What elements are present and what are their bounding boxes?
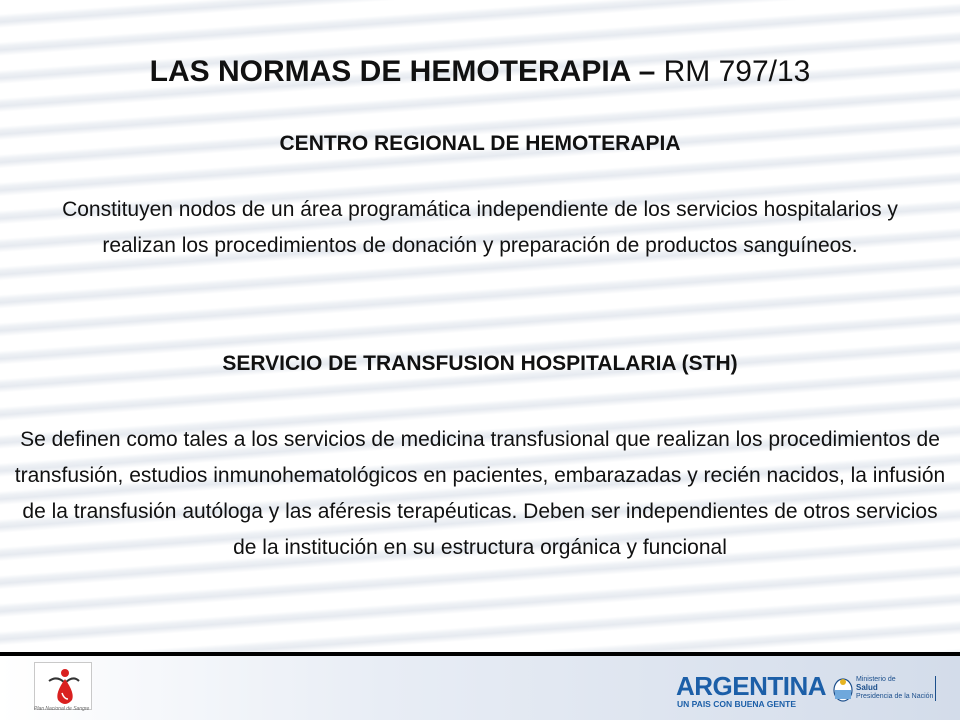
section-heading-sth: SERVICIO DE TRANSFUSION HOSPITALARIA (STH) [222,352,738,375]
section-body-sth: Se definen como tales a los servicios de medicina transfusional que realizan los procedimientos de transfusión, estudios inmunohematológicos en pacientes, embarazadas y recién nacidos, la infusión de la transfusión autóloga y las aféresis terapéuticas. Deben ser independientes de otros servicios de la institución en su estructura orgánica y funcional [14,428,946,559]
blood-drop-figure-logo [34,662,92,710]
ministerio-de-salud-text [856,676,936,701]
argentina-logo-text: ARGENTINA [676,671,827,701]
slide-title-rest: RM 797/13 [655,55,811,88]
ministerio-line1: Ministerio de [856,676,896,683]
slide-title [0,52,960,92]
footer-bar [0,656,960,720]
plan-logo-caption: Plan Nacional de Sangre [34,706,90,712]
section-body-centro-regional: Constituyen nodos de un área programática independiente de los servicios hospitalarios y realizan los procedimientos de donación y preparación de productos sanguíneos. [62,198,898,257]
ministerio-line3: Presidencia de la Nación [856,693,934,700]
ministerio-line2: Salud [856,683,878,692]
section-heading-centro-regional: CENTRO REGIONAL DE HEMOTERAPIA [279,132,681,155]
slide-title-bold: LAS NORMAS DE HEMOTERAPIA – [149,55,656,88]
argentina-slogan: UN PAIS CON BUENA GENTE [677,699,797,709]
national-coat-of-arms-seal [832,676,854,702]
